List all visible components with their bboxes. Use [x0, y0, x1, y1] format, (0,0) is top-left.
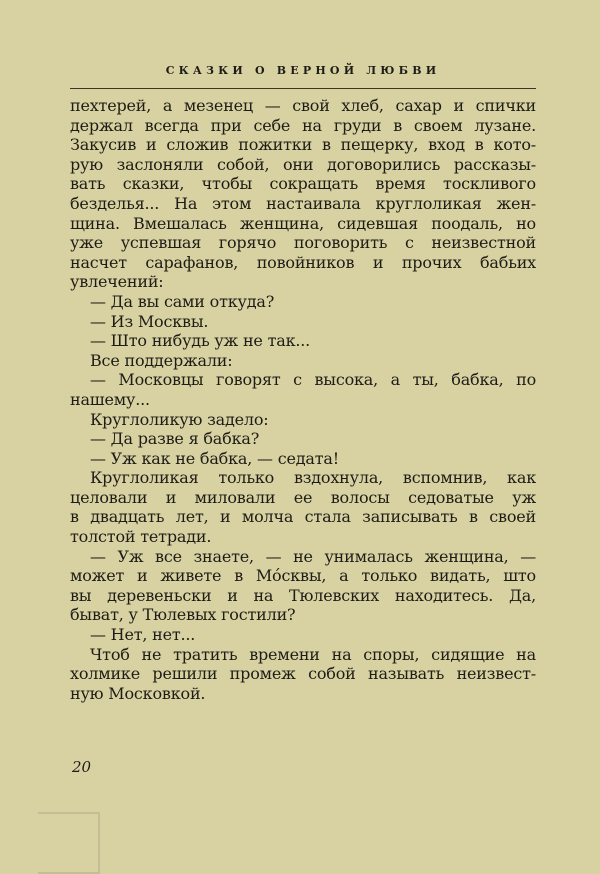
text-line: — Да разве я бабка? — [90, 429, 260, 449]
page-number: 20 — [72, 758, 92, 776]
text-line: — Да вы сами откуда? — [90, 291, 275, 311]
text-line: может и живете в Мо́сквы, а только видать, што — [70, 566, 536, 586]
text-line: — Уж все знаете, — не унималась женщина, — — [90, 546, 536, 566]
text-line: Закусив и сложив пожитки в пещерку, вход в кото- — [70, 135, 536, 155]
text-line: увлечений: — [70, 272, 164, 292]
text-line: — Московцы говорят с высока, а ты, бабка, по — [90, 370, 536, 390]
library-stamp — [38, 812, 100, 874]
text-line: Все поддержали: — [90, 350, 233, 370]
text-line: вы деревеньски и на Тюлевских находитесь. Да, — [70, 585, 536, 605]
page-body — [70, 96, 536, 703]
text-line: быват, у Тюлевых гостили? — [70, 605, 296, 625]
text-line: нашему... — [70, 389, 150, 409]
text-line: толстой тетради. — [70, 527, 212, 547]
text-line: насчет сарафанов, повойников и прочих бабьих — [70, 252, 536, 272]
text-line: держал всегда при себе на груди в своем лузане. — [70, 115, 536, 135]
text-line: в двадцать лет, и молча стала записывать в своей — [70, 507, 536, 527]
text-line: щина. Вмешалась женщина, сидевшая поодаль, но — [70, 213, 536, 233]
text-line: Круглоликую задело: — [90, 409, 269, 429]
running-head: СКАЗКИ О ВЕРНОЙ ЛЮБВИ — [165, 64, 441, 77]
text-line: холмике решили промеж собой называть неизвест- — [70, 664, 536, 684]
text-line: — Што нибудь уж не так... — [90, 331, 311, 351]
text-line: безделья... На этом настаивала круглоликая жен- — [70, 193, 536, 213]
text-line: Чтоб не тратить времени на споры, сидящие на — [90, 644, 536, 664]
header-rule — [70, 88, 536, 89]
text-line: — Нет, нет... — [90, 625, 196, 645]
text-line: ную Московкой. — [70, 683, 206, 703]
text-line: вать сказки, чтобы сокращать время тоскливого — [70, 174, 536, 194]
text-line: рую заслоняли собой, они договорились рассказы- — [70, 154, 536, 174]
text-line: Круглоликая только вздохнула, вспомнив, как — [90, 468, 536, 488]
text-line: целовали и миловали ее волосы седоватые уж — [70, 487, 536, 507]
text-line: — Из Москвы. — [90, 311, 209, 331]
text-line: пехтерей, а мезенец — свой хлеб, сахар и спички — [70, 96, 536, 115]
text-line: — Уж как не бабка, — седата! — [90, 448, 339, 468]
text-line: уже успевшая горячо поговорить с неизвестной — [70, 233, 536, 253]
